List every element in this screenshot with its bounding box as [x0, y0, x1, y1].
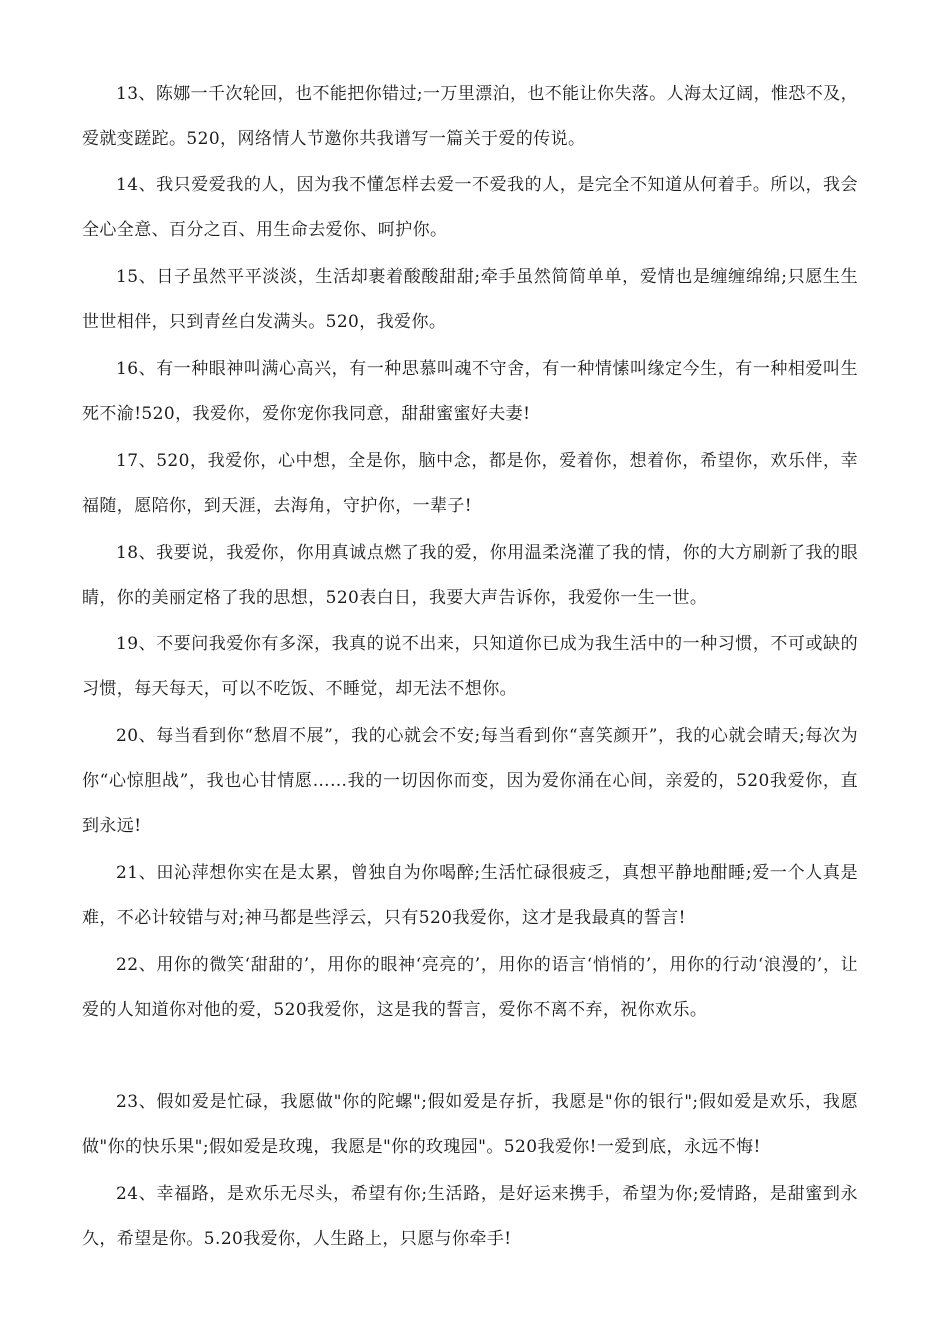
paragraph-17: 17、520，我爱你，心中想，全是你，脑中念，都是你，爱着你，想着你，希望你，欢乐伴，幸福随，愿陪你，到天涯，去海角，守护你，一辈子! — [82, 451, 858, 516]
paragraph-24: 24、幸福路，是欢乐无尽头，希望有你;生活路，是好运来携手，希望为你;爱情路，是甜蜜到永久，希望是你。5.20我爱你，人生路上，只愿与你牵手! — [82, 1184, 858, 1249]
paragraph-16: 16、有一种眼神叫满心高兴，有一种思慕叫魂不守舍，有一种情愫叫缘定今生，有一种相爱叫生死不渝!520，我爱你，爱你宠你我同意，甜甜蜜蜜好夫妻! — [82, 359, 858, 424]
paragraph-21: 21、田沁萍想你实在是太累，曾独自为你喝醉;生活忙碌很疲乏，真想平静地酣睡;爱一个人真是难，不必计较错与对;神马都是些浮云，只有520我爱你，这才是我最真的誓言! — [82, 863, 858, 928]
paragraph-13: 13、陈娜一千次轮回，也不能把你错过;一万里漂泊，也不能让你失落。人海太辽阔，惟恐不及，爱就变蹉跎。520，网络情人节邀你共我谱写一篇关于爱的传说。 — [82, 84, 858, 149]
paragraph-15: 15、日子虽然平平淡淡，生活却裹着酸酸甜甜;牵手虽然简简单单，爱情也是缠缠绵绵;只愿生生世世相伴，只到青丝白发满头。520，我爱你。 — [82, 267, 858, 332]
paragraph-18: 18、我要说，我爱你，你用真诚点燃了我的爱，你用温柔浇灌了我的情，你的大方刷新了我的眼睛，你的美丽定格了我的思想，520表白日，我要大声告诉你，我爱你一生一世。 — [82, 543, 858, 608]
paragraph-14: 14、我只爱爱我的人，因为我不懂怎样去爱一不爱我的人，是完全不知道从何着手。所以，我会全心全意、百分之百、用生命去爱你、呵护你。 — [82, 175, 858, 240]
paragraph-19: 19、不要问我爱你有多深，我真的说不出来，只知道你已成为我生活中的一种习惯，不可或缺的习惯，每天每天，可以不吃饭、不睡觉，却无法不想你。 — [82, 634, 858, 699]
paragraph-20: 20、每当看到你“愁眉不展”，我的心就会不安;每当看到你“喜笑颜开”，我的心就会晴天;每次为你“心惊胆战”，我也心甘情愿……我的一切因你而变，因为爱你涌在心间，亲爱的，520我爱你，直到永远! — [82, 726, 858, 836]
paragraph-23: 23、假如爱是忙碌，我愿做"你的陀螺";假如爱是存折，我愿是"你的银行";假如爱是欢乐，我愿做"你的快乐果";假如爱是玫瑰，我愿是"你的玫瑰园"。520我爱你!一爱到底，永远不悔! — [82, 1092, 858, 1157]
paragraph-22: 22、用你的微笑‘甜甜的’，用你的眼神‘亮亮的’，用你的语言‘悄悄的’，用你的行动‘浪漫的’，让爱的人知道你对他的爱，520我爱你，这是我的誓言，爱你不离不弃，祝你欢乐。 — [82, 955, 858, 1020]
